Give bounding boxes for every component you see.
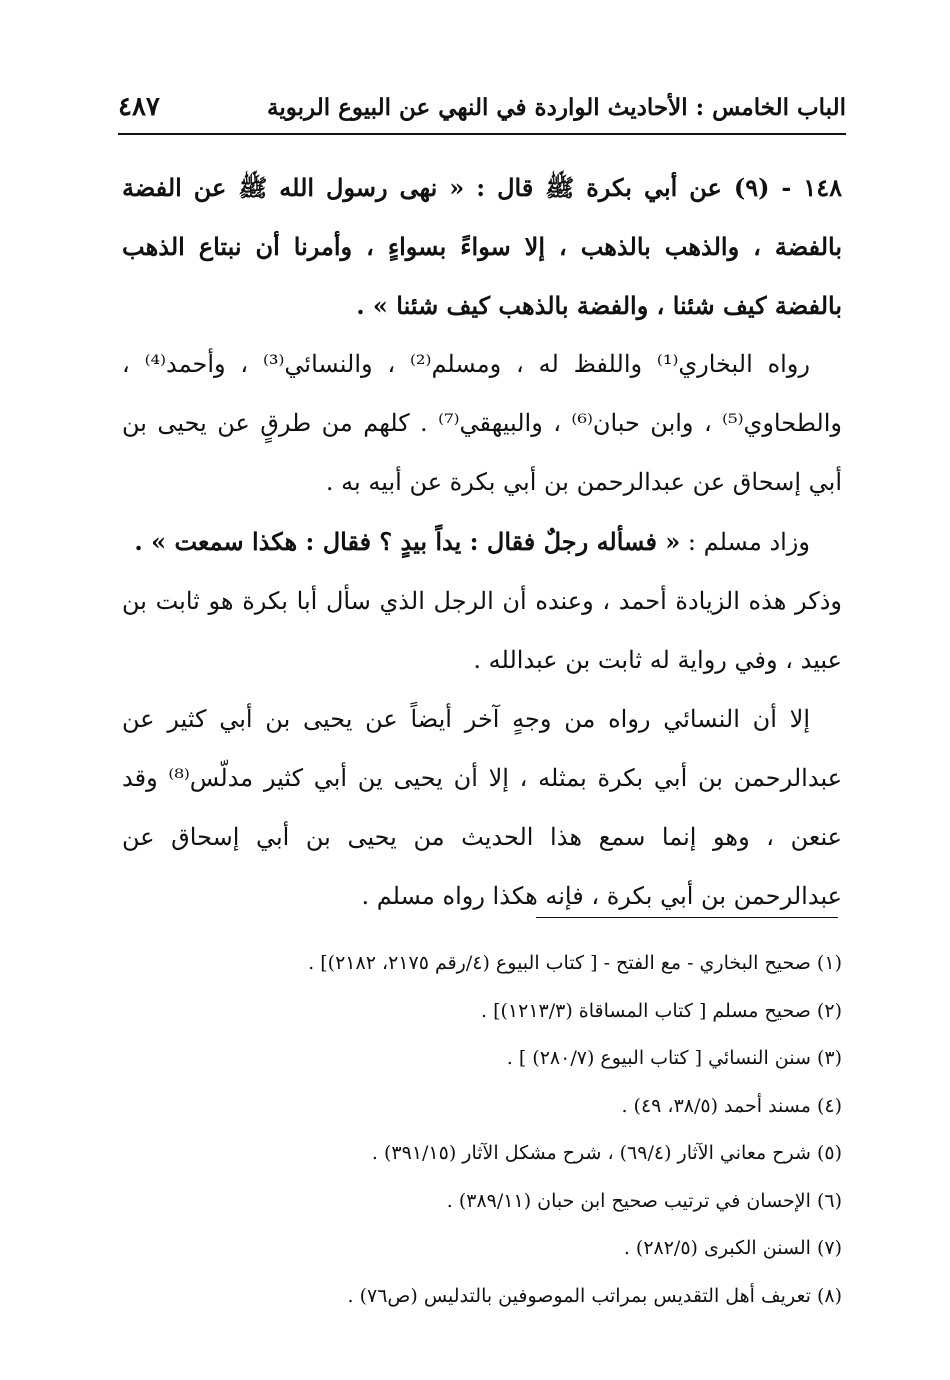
main-text (122, 158, 842, 926)
narration-paragraph: رواه البخاري⁽¹⁾ واللفظ له ، ومسلم⁽²⁾ ، والنسائي⁽³⁾ ، وأحمد⁽⁴⁾ ، والطحاوي⁽⁵⁾ ، وابن حبان⁽⁶⁾ ، والبيهقي⁽⁷⁾ . كلهم من طرقٍ عن يحيى بن أبي إسحاق عن عبدالرحمن بن أبي بكرة عن أبيه به . (122, 350, 842, 496)
footnotes (150, 940, 842, 1320)
running-header (118, 92, 846, 132)
muslim-addition-paragraph (122, 512, 842, 572)
footnote-3: (٣) سنن النسائي [ كتاب البيوع (٢٨٠/٧) ] . (506, 1047, 842, 1069)
footnote-5: (٥) شرح معاني الآثار (٦٩/٤) ، شرح مشكل الآثار (٣٩١/١٥) . (371, 1142, 842, 1164)
footnote-separator (536, 917, 838, 918)
footnote-7: (٧) السنن الكبرى (٢٨٢/٥) . (623, 1237, 842, 1259)
page-number: ٤٨٧ (118, 92, 160, 122)
muslim-addition-quote: « فسأله رجلٌ فقال : يداً بيدٍ ؟ فقال : هكذا سمعت » . (134, 527, 681, 556)
footnote-4: (٤) مسند أحمد (٣٨/٥، ٤٩) . (621, 1094, 842, 1117)
footnote-8: (٨) تعريف أهل التقديس بمراتب الموصوفين بالتدليس (ص٧٦) . (347, 1284, 842, 1307)
footnote-1: (١) صحيح البخاري - مع الفتح - [ كتاب البيوع (٤/رقم ٢١٧٥، ٢١٨٢)] . (308, 952, 842, 974)
footnote-2: (٢) صحيح مسلم [ كتاب المساقاة (١٢١٣/٣)] . (481, 999, 842, 1022)
footnote-6: (٦) الإحسان في ترتيب صحيح ابن حبان (٣٨٩/١١) . (446, 1189, 842, 1212)
ahmad-note-paragraph: وذكر هذه الزيادة أحمد ، وعنده أن الرجل الذي سأل أبا بكرة هو ثابت بن عبيد ، وفي رواية له ثابت بن عبدالله . (122, 587, 842, 674)
muslim-addition-prefix: وزاد مسلم : (680, 528, 810, 556)
chapter-title: الباب الخامس : الأحاديث الواردة في النهي عن البيوع الربوية (267, 94, 846, 121)
header-rule (118, 133, 846, 135)
nasai-note-paragraph: إلا أن النسائي رواه من وجهٍ آخر أيضاً عن يحيى بن أبي كثير عن عبدالرحمن بن أبي بكرة بمثله ، إلا أن يحيى ين أبي كثير مدلّس⁽⁸⁾ وقد عنعن ، وهو إنما سمع هذا الحديث من يحيى بن أبي إسحاق عن عبدالرحمن بن أبي بكرة ، فإنه هكذا رواه مسلم . (122, 705, 843, 910)
hadith-text: ١٤٨ - (٩) عن أبي بكرة ﷺ قال : « نهى رسول الله ﷺ عن الفضة بالفضة ، والذهب بالذهب ، إلا سواءً بسواءٍ ، وأمرنا أن نبتاع الذهب بالفضة كيف شئنا ، والفضة بالذهب كيف شئنا » . (122, 173, 843, 320)
